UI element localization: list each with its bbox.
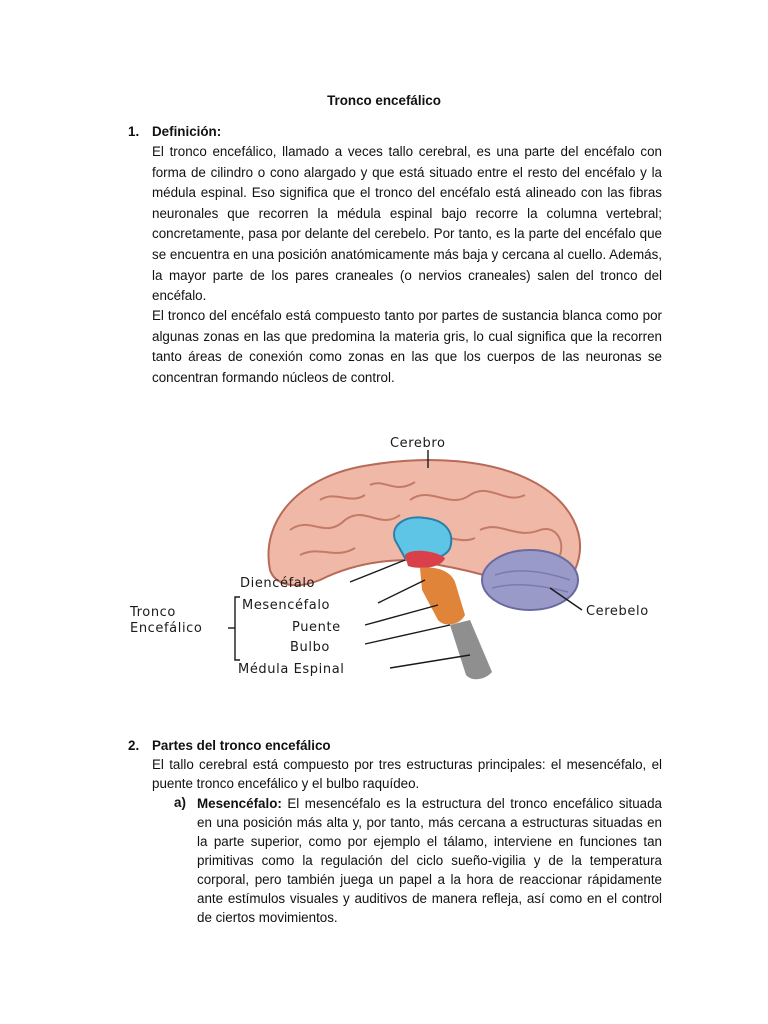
brainstem-shape: [420, 568, 465, 625]
section-1-heading: Definición:: [152, 124, 222, 139]
cerebellum-shape: [482, 550, 578, 610]
label-tronco-line2: Encefálico: [130, 621, 203, 636]
section-1-paragraph-1: El tronco encefálico, llamado a veces tallo cerebral, es una parte del encéfalo con forma de cilindro o cono alargado y que está situado entre el resto del encéfalo y la médula espinal. Eso significa que el tronco del encéfalo está alineado con las fibras neuronales que recorren la médula espinal bajo recorre la columna vertebral; concretamente, pasa por delante del cerebelo. Por tanto, es la parte del encéfalo que se encuentra en una posición anatómicamente más baja y cercana al cuello. Además, la mayor parte de los pares craneales (o nervios craneales) salen del tronco del encéfalo.: [152, 144, 662, 304]
document-title: Tronco encefálico: [327, 93, 441, 108]
section-2-number: 2.: [128, 738, 140, 753]
label-diencefalo: Diencéfalo: [240, 576, 316, 591]
section-1-number: 1.: [128, 124, 140, 139]
spinal-cord-shape: [450, 620, 492, 679]
label-tronco-line1: Tronco: [130, 605, 176, 620]
brain-diagram: [120, 420, 680, 700]
section-1-paragraph-2: El tronco del encéfalo está compuesto tanto por partes de sustancia blanca como por algunas zonas en las que predomina la materia gris, lo cual significa que la recorren tanto áreas de conexión como zonas en las que los cuerpos de las neuronas se concentran formando núcleos de control.: [152, 308, 662, 385]
item-a-letter: a): [174, 795, 186, 810]
label-puente: Puente: [292, 620, 341, 635]
section-2-paragraph: El tallo cerebral está compuesto por tres estructuras principales: el mesencéfalo, el puente tronco encefálico y el bulbo raquídeo.: [152, 757, 662, 791]
label-cerebelo: Cerebelo: [586, 604, 649, 619]
label-bulbo: Bulbo: [290, 640, 330, 655]
label-medula: Médula Espinal: [238, 662, 345, 677]
item-a-term: Mesencéfalo:: [197, 796, 282, 811]
label-mesencefalo: Mesencéfalo: [242, 598, 331, 613]
label-cerebro: Cerebro: [390, 436, 446, 451]
item-a-text: El mesencéfalo es la estructura del tronco encefálico situada en una posición más alta y, por tanto, más cercana a estructuras situadas en la parte superior, como por ejemplo el tálamo, interviene en funciones tan primitivas como la regulación del ciclo sueño-vigilia y de la temperatura corporal, pero también juega un papel a la hora de reaccionar rápidamente ante estímulos visuales y auditivos de manera refleja, así como en el control de ciertos movimientos.: [197, 796, 662, 925]
item-a-paragraph: [197, 794, 662, 927]
section-2-heading: Partes del tronco encefálico: [152, 738, 331, 753]
